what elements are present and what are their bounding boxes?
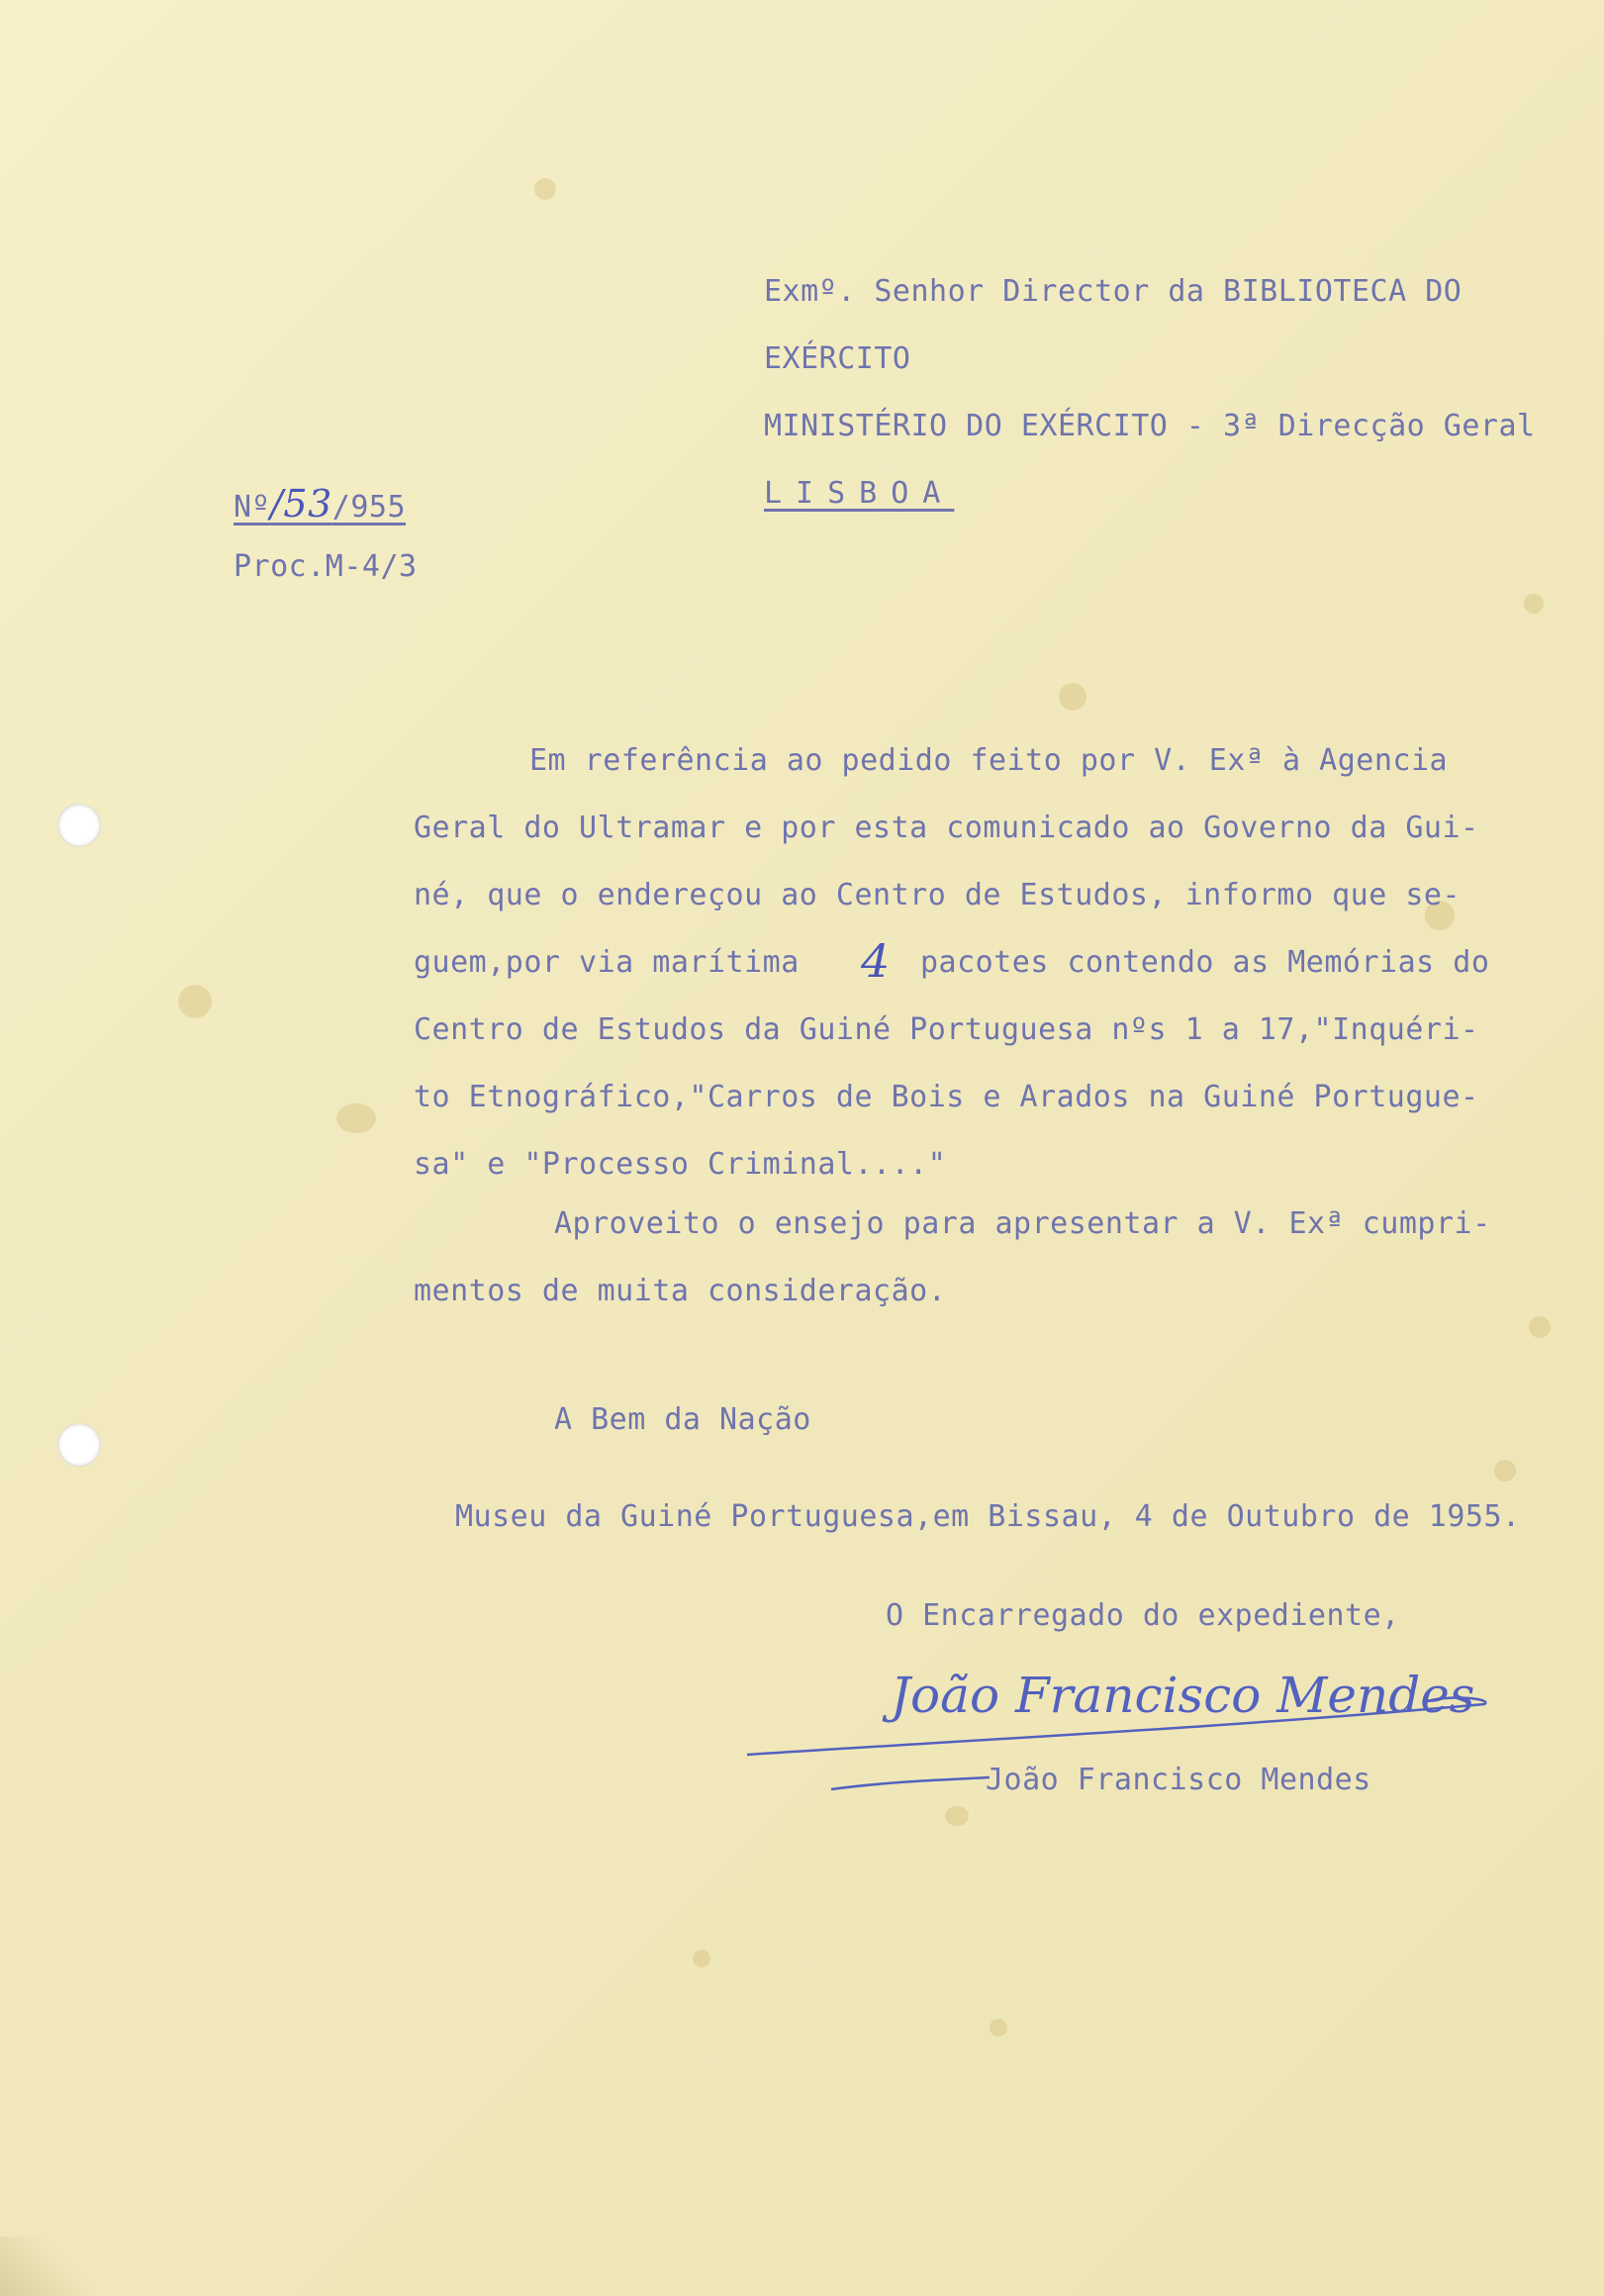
punch-hole [57, 1423, 101, 1467]
body-line-2: Geral do Ultramar e por esta comunicado ao Governo da Gui- [414, 811, 1479, 845]
body-line-4a: guem,por via marítima [414, 945, 800, 980]
body-line-3: né, que o endereçou ao Centro de Estudos, informo que se- [414, 878, 1462, 912]
paper-stain [693, 1950, 710, 1967]
reference-year: /955 [331, 490, 407, 525]
body-line-9: mentos de muita consideração. [414, 1274, 947, 1308]
handwritten-package-count: 4 [861, 934, 891, 988]
paper-stain [178, 985, 212, 1018]
paper-stain [990, 2019, 1007, 2037]
punch-hole [57, 804, 101, 847]
address-line-2: EXÉRCITO [764, 341, 911, 376]
process-reference: Proc.M-4/3 [234, 549, 418, 584]
place-and-date: Museu da Guiné Portuguesa,em Bissau, 4 de Outubro de 1955. [455, 1499, 1521, 1534]
paper-stain [1529, 1316, 1551, 1338]
paper-stain [1059, 683, 1086, 711]
body-line-8: Aproveito o ensejo para apresentar a V. Exª cumpri- [554, 1206, 1491, 1241]
body-line-6: to Etnográfico,"Carros de Bois e Arados na Guiné Portugue- [414, 1080, 1479, 1114]
reference-handwritten-number: /53 [270, 482, 332, 526]
address-city: LISBOA [764, 476, 955, 511]
paper-stain [945, 1806, 969, 1826]
reference-number [234, 482, 407, 526]
paper-stain [336, 1103, 376, 1133]
paper-stain [1524, 594, 1544, 614]
address-line-1: Exmº. Senhor Director da BIBLIOTECA DO [764, 274, 1462, 309]
paper-stain [1494, 1460, 1516, 1482]
folded-corner [0, 2237, 89, 2296]
signatory-name: João Francisco Mendes [986, 1763, 1371, 1797]
body-line-5: Centro de Estudos da Guiné Portuguesa nºs 1 a 17,"Inquéri- [414, 1012, 1479, 1047]
paper-stain [534, 178, 556, 200]
reference-prefix: Nº [234, 490, 271, 525]
address-line-3: MINISTÉRIO DO EXÉRCITO - 3ª Direcção Geral [764, 409, 1536, 443]
body-line-1: Em referência ao pedido feito por V. Exª à Agencia [529, 743, 1449, 778]
body-line-7: sa" e "Processo Criminal...." [414, 1147, 947, 1182]
signature: João Francisco Mendes [891, 1667, 1475, 1724]
body-line-4b: pacotes contendo as Memórias do [920, 945, 1490, 980]
salutation: A Bem da Nação [554, 1402, 811, 1437]
signatory-role: O Encarregado do expediente, [886, 1598, 1400, 1633]
